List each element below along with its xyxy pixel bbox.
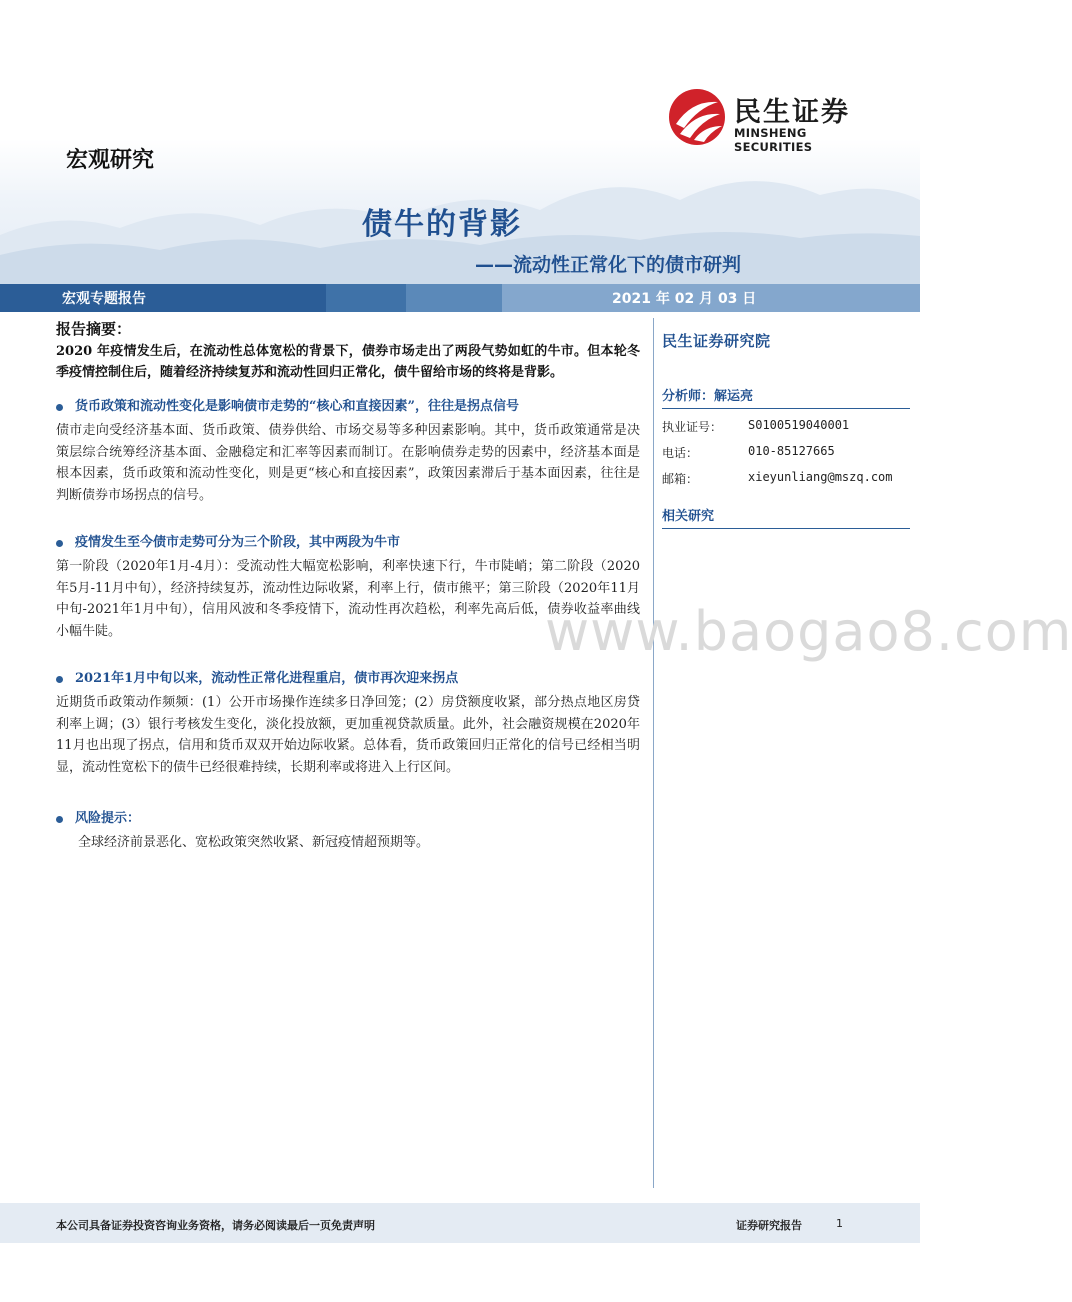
footer-disclaimer: 本公司具备证券投资咨询业务资格，请务必阅读最后一页免责声明: [56, 1219, 375, 1232]
minsheng-logo: [668, 88, 883, 154]
report-ribbon: [0, 284, 920, 312]
sidebar: [662, 318, 910, 529]
related-research-heading: 相关研究: [662, 505, 910, 529]
page-number: 1: [836, 1217, 843, 1230]
ribbon-segment: [326, 284, 406, 312]
summary-heading: 报告摘要：: [56, 320, 132, 338]
email-link[interactable]: xieyunliang@mszq.com: [748, 470, 893, 484]
section-body: 近期货币政策动作频频：(1）公开市场操作连续多日净回笼；(2）房贷额度收紧，部分热点地区房贷利率上调；(3）银行考核发生变化，淡化投放额，更加重视贷款质量。此外，社会融资规模在2020年11月也出现了拐点，信用和货币双双开始边际收紧。总体看，货币政策回归正常化的信号已经相当明显，流动性宽松下的债牛已经很难持续，长期利率或将进入上行区间。: [56, 695, 640, 775]
section-body: 第一阶段（2020年1月-4月）：受流动性大幅宽松影响，利率快速下行，牛市陡峭；第二阶段（2020年5月-11月中旬），经济持续复苏，流动性边际收紧，利率上行，债市熊平；第三阶段（2020年11月中旬-2021年1月中旬），信用风波和冬季疫情下，流动性再次趋松，利率先高后低，债券收益率曲线小幅牛陡。: [56, 559, 640, 639]
report-subtitle: ——流动性正常化下的债市研判: [475, 254, 742, 276]
section-heading: [56, 668, 640, 690]
bullet-icon: [56, 676, 63, 683]
info-value: S0100519040001: [748, 418, 850, 432]
section-heading-text: 货币政策和流动性变化是影响债市走势的“核心和直接因素”，往往是拐点信号: [75, 399, 519, 414]
risk-heading-text: 风险提示：: [75, 811, 141, 826]
section-heading: [56, 396, 640, 418]
column-divider: [653, 318, 654, 1188]
report-category: 宏观研究: [66, 148, 155, 173]
info-value: 010-85127665: [748, 444, 835, 458]
footer-doc-type: 证券研究报告: [736, 1219, 802, 1232]
bullet-icon: [56, 404, 63, 411]
minsheng-logo-icon: [668, 88, 726, 146]
analyst-heading: 分析师：解运亮: [662, 385, 910, 409]
section-heading: [56, 532, 640, 554]
analyst-license: [662, 418, 910, 435]
risk-body: 全球经济前景恶化、宽松政策突然收紧、新冠疫情超预期等。: [78, 835, 430, 850]
info-label: 执业证号：: [662, 420, 723, 434]
page-footer: [0, 1203, 920, 1243]
header-banner: [0, 0, 920, 290]
bullet-icon: [56, 816, 63, 823]
institute-name: 民生证券研究院: [662, 332, 771, 350]
report-title: 债牛的背影: [362, 207, 522, 242]
analyst-phone: [662, 444, 910, 461]
risk-heading: [56, 808, 640, 830]
main-content: [56, 318, 640, 854]
bullet-icon: [56, 540, 63, 547]
section-body: 债市走向受经济基本面、货币政策、债券供给、市场交易等多种因素影响。其中，货币政策通常是决策层综合统筹经济基本面、金融稳定和汇率等因素而制订。在影响债券走势的因素中，经济基本面是根本因素，货币政策和流动性变化，则是更“核心和直接因素”，政策因素滞后于基本面因素，往往是判断债券市场拐点的信号。: [56, 423, 640, 503]
info-label: 邮箱：: [662, 472, 699, 486]
logo-english-name: MINSHENG SECURITIES: [734, 126, 813, 154]
info-label: 电话：: [662, 446, 699, 460]
report-date: 2021 年 02 月 03 日: [612, 291, 757, 307]
summary-text: 2020 年疫情发生后，在流动性总体宽松的背景下，债券市场走出了两段气势如虹的牛市。但本轮冬季疫情控制住后，随着经济持续复苏和流动性回归正常化，债牛留给市场的终将是背影。: [56, 344, 640, 380]
logo-chinese-name: 民生证券: [734, 97, 850, 128]
section-heading-text: 2021年1月中旬以来，流动性正常化进程重启，债市再次迎来拐点: [75, 671, 459, 686]
section-heading-text: 疫情发生至今债市走势可分为三个阶段，其中两段为牛市: [75, 535, 401, 550]
report-type: 宏观专题报告: [62, 291, 146, 307]
ribbon-segment: [406, 284, 502, 312]
watermark: www.baogao8.com: [545, 600, 1072, 663]
analyst-email: [662, 470, 910, 487]
